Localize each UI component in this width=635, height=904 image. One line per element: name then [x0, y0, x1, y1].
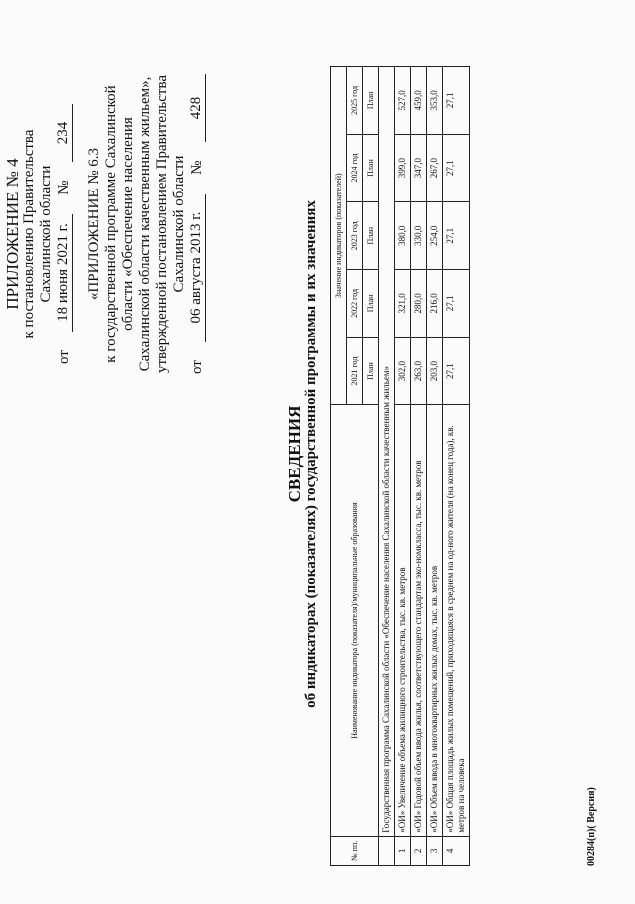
program-row-text: Государственная программа Сахалинской области «Обеспечение населения Сахалинской области качественным жильем» [379, 67, 395, 837]
appendix-4-from: от [56, 350, 72, 364]
row-name: «ОИ» Объем ввода в многоквартирных жилых домах, тыс. кв. метров [427, 405, 443, 836]
header-plan: План [363, 270, 379, 338]
appendix-4-number: 234 [55, 104, 73, 162]
row-value: 216,0 [427, 270, 443, 338]
appendix-6-3-no-sign: № [189, 160, 205, 175]
header-plan: План [363, 202, 379, 270]
appendix-6-3-line5: Сахалинской области [171, 155, 187, 293]
header-year-2021: 2021 год [347, 337, 363, 405]
row-name: «ОИ» Общая площадь жилых помещений, приходящаяся в среднем на од-ного жителя (на конец года), кв. метров на человека [443, 405, 470, 836]
title-subtitle: об индикаторах (показателях) государственной программы и их значениях [303, 200, 319, 708]
table-row [443, 67, 470, 866]
header-plan: План [363, 67, 379, 135]
row-value: 203,0 [427, 337, 443, 405]
row-num: 4 [443, 836, 470, 865]
row-value: 267,0 [427, 134, 443, 202]
row-value: 527,0 [395, 67, 411, 135]
header-plan: План [363, 134, 379, 202]
appendix-6-3-line4: утвержденной постановлением Правительства [154, 74, 170, 374]
row-value: 347,0 [411, 134, 427, 202]
header-year-2023: 2023 год [347, 202, 363, 270]
row-value: 302,0 [395, 337, 411, 405]
appendix-6-3-line1: к государственной программе Сахалинской [103, 85, 119, 363]
row-value: 353,0 [427, 67, 443, 135]
appendix-4-title: ПРИЛОЖЕНИЕ № 4 [3, 158, 22, 310]
appendix-4-no-sign: № [56, 180, 72, 195]
appendix-6-3-from: от [189, 360, 205, 374]
row-num: 2 [411, 836, 427, 865]
header-year-2022: 2022 год [347, 270, 363, 338]
indicators-table [330, 66, 470, 866]
program-row-num [379, 836, 395, 865]
row-value: 27,1 [443, 337, 470, 405]
row-value: 280,0 [411, 270, 427, 338]
row-value: 380,0 [395, 202, 411, 270]
table-header-row [331, 67, 347, 866]
appendix-6-3-number: 428 [188, 74, 206, 142]
appendix-6-3-block [86, 74, 206, 374]
row-value: 27,1 [443, 134, 470, 202]
title-svedeniya: СВЕДЕНИЯ [285, 405, 304, 503]
appendix-6-3-title: «ПРИЛОЖЕНИЕ № 6.3 [86, 147, 102, 301]
table-row [411, 67, 427, 866]
row-value: 399,0 [395, 134, 411, 202]
appendix-4-date: 18 июня 2021 г. [55, 214, 73, 332]
appendix-4-date-row [55, 104, 73, 364]
row-num: 3 [427, 836, 443, 865]
row-value: 330,0 [411, 202, 427, 270]
row-num: 1 [395, 836, 411, 865]
appendix-6-3-line2: области «Обеспечение населения [120, 117, 136, 331]
row-value: 459,0 [411, 67, 427, 135]
appendix-4-line2: Сахалинской области [38, 165, 54, 303]
header-name: Наименование индикатора (показателя)/муниципальные образования [331, 405, 379, 836]
header-plan: План [363, 337, 379, 405]
row-value: 321,0 [395, 270, 411, 338]
header-values: Значение индикаторов (показателей) [331, 67, 347, 405]
row-value: 254,0 [427, 202, 443, 270]
row-value: 263,0 [411, 337, 427, 405]
table-row [395, 67, 411, 866]
appendix-6-3-date: 06 августа 2013 г. [188, 194, 206, 342]
document-footer-code: 00284(п)( Версия) [586, 787, 597, 866]
header-year-2025: 2025 год [347, 67, 363, 135]
appendix-6-3-line3: Сахалинской области качественным жильем», [137, 76, 153, 372]
row-name: «ОИ» Годовой объем ввода жилья, соответствующего стандартам эко-номкласса, тыс. кв. метров [411, 405, 427, 836]
document-title [286, 144, 320, 764]
row-value: 27,1 [443, 202, 470, 270]
row-value: 27,1 [443, 67, 470, 135]
header-year-2024: 2024 год [347, 134, 363, 202]
header-num: № пп. [331, 836, 379, 865]
row-value: 27,1 [443, 270, 470, 338]
appendix-6-3-date-row [188, 74, 206, 374]
program-row [379, 67, 395, 866]
appendix-4-block [4, 104, 73, 364]
row-name: «ОИ» Увеличение объема жилищного строительства, тыс. кв. метров [395, 405, 411, 836]
table-row [427, 67, 443, 866]
appendix-4-line1: к постановлению Правительства [21, 129, 37, 339]
